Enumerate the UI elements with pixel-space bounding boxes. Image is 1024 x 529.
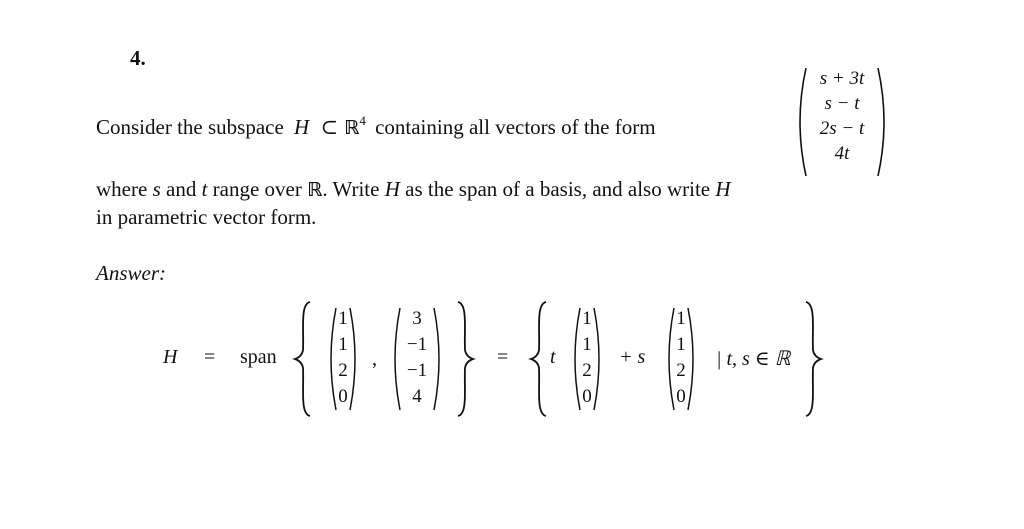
span-word: span	[240, 346, 277, 368]
equals-1: =	[204, 346, 216, 368]
w1-entry-3: 2	[582, 360, 592, 381]
v2-entry-1: 3	[412, 308, 422, 329]
v1-entry-1: 1	[338, 308, 348, 329]
v1-entry-4: 0	[338, 386, 348, 407]
w1-entry-4: 0	[582, 386, 592, 407]
text-after-h: containing all vectors of the form	[375, 115, 656, 139]
reals-symbol-2: ℝ	[307, 179, 323, 201]
w1-entry-1: 1	[582, 308, 592, 329]
var-h-2: H	[384, 177, 400, 201]
form-entry-4: 4t	[834, 143, 850, 164]
text-where: where	[96, 177, 148, 201]
set-condition: | t, s ∈ ℝ	[716, 348, 791, 370]
problem-line-3: in parametric vector form.	[96, 205, 317, 229]
basis-vector-2	[392, 306, 442, 412]
answer-var-h: H	[163, 346, 178, 368]
left-brace-span	[292, 300, 314, 418]
param-vector-1	[572, 306, 602, 412]
right-brace-set	[802, 300, 824, 418]
reals-symbol: ℝ	[344, 117, 360, 139]
right-brace-span	[454, 300, 476, 418]
v2-entry-2: −1	[406, 334, 428, 355]
v1-entry-3: 2	[338, 360, 348, 381]
comma: ,	[372, 348, 377, 370]
w1-entry-2: 1	[582, 334, 592, 355]
problem-line-2	[96, 176, 731, 203]
text-span-basis: as the span of a basis, and also write	[405, 177, 711, 201]
text-range-over: range over	[212, 177, 302, 201]
plus-s: + s	[619, 346, 646, 368]
w2-entry-4: 0	[676, 386, 686, 407]
left-brace-set	[528, 300, 550, 418]
text-and: and	[166, 177, 197, 201]
exponent-4: 4	[359, 113, 366, 128]
v2-entry-4: 4	[412, 386, 422, 407]
var-h-3: H	[715, 177, 731, 201]
form-entry-2: s − t	[824, 93, 860, 114]
w2-entry-3: 2	[676, 360, 686, 381]
v2-entry-3: −1	[406, 360, 428, 381]
form-entry-1: s + 3t	[819, 68, 865, 89]
form-vector	[796, 66, 888, 178]
var-s: s	[152, 177, 161, 201]
var-h: H	[294, 115, 310, 139]
w2-entry-2: 1	[676, 334, 686, 355]
form-entry-3: 2s − t	[819, 118, 865, 139]
problem-number: 4.	[130, 46, 146, 70]
subset-symbol: ⊂	[320, 115, 339, 139]
text-write: . Write	[322, 177, 380, 201]
problem-line-1	[96, 108, 656, 141]
text-before-h: Consider the subspace	[96, 115, 284, 139]
param-vector-2	[666, 306, 696, 412]
basis-vector-1	[328, 306, 358, 412]
answer-label: Answer:	[96, 261, 166, 285]
equals-2: =	[497, 346, 509, 368]
w2-entry-1: 1	[676, 308, 686, 329]
v1-entry-2: 1	[338, 334, 348, 355]
scalar-t: t	[550, 346, 556, 368]
var-t: t	[201, 177, 208, 201]
